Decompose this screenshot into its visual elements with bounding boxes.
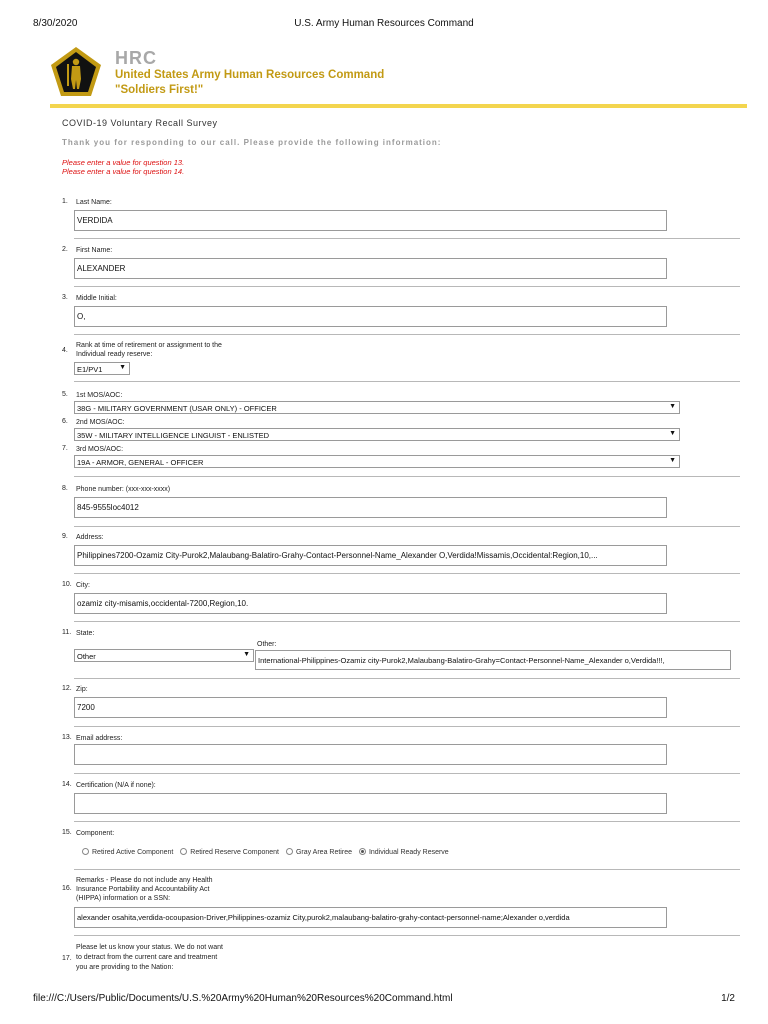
question-number: 17. bbox=[62, 955, 72, 962]
mos-2-select-value: 35W - MILITARY INTELLIGENCE LINGUIST - ENLISTED bbox=[77, 431, 269, 440]
question-number: 9. bbox=[62, 533, 68, 540]
question-label: Insurance Portability and Accountability Act bbox=[76, 886, 210, 893]
question-label: Rank at time of retirement or assignment to the bbox=[76, 342, 222, 349]
rank-select-value: E1/PV1 bbox=[77, 365, 103, 374]
question-label: 2nd MOS/AOC: bbox=[76, 419, 125, 426]
radio-label: Gray Area Retiree bbox=[295, 849, 352, 856]
radio-label: Retired Reserve Component bbox=[190, 849, 279, 856]
question-number: 15. bbox=[62, 829, 72, 836]
question-label: Zip: bbox=[76, 686, 88, 693]
chevron-down-icon: ▼ bbox=[669, 430, 676, 437]
radio-selected-icon bbox=[359, 848, 366, 855]
mos-2-select[interactable] bbox=[74, 428, 680, 441]
middle-initial-input[interactable]: O, bbox=[74, 306, 667, 327]
question-label: 3rd MOS/AOC: bbox=[76, 446, 124, 453]
radio-label: Retired Active Component bbox=[92, 849, 174, 856]
question-label: Please let us know your status. We do not want bbox=[76, 944, 223, 951]
print-date: 8/30/2020 bbox=[33, 18, 78, 29]
question-label: State: bbox=[76, 630, 95, 637]
question-label: Individual ready reserve: bbox=[76, 351, 153, 358]
hrc-logo-icon bbox=[50, 46, 102, 98]
zip-input[interactable]: 7200 bbox=[74, 697, 667, 718]
question-label: 1st MOS/AOC: bbox=[76, 392, 123, 399]
question-number: 1. bbox=[62, 198, 68, 205]
state-other-label: Other: bbox=[257, 641, 277, 648]
email-input[interactable] bbox=[74, 744, 667, 765]
state-select-value: Other bbox=[77, 652, 96, 661]
divider bbox=[74, 334, 740, 335]
divider bbox=[74, 526, 740, 527]
question-label: Component: bbox=[76, 830, 115, 837]
divider bbox=[74, 773, 740, 774]
question-number: 16. bbox=[62, 885, 72, 892]
certification-input[interactable] bbox=[74, 793, 667, 814]
print-file-path: file:///C:/Users/Public/Documents/U.S.%20Army%20Human%20Resources%20Command.html bbox=[33, 993, 453, 1004]
mos-3-select-value: 19A - ARMOR, GENERAL - OFFICER bbox=[77, 458, 204, 467]
divider bbox=[74, 678, 740, 679]
state-other-input[interactable]: International-Philippines-Ozamiz city-Purok2,Malaubang-Balatiro-Grahy=Contact-Personnel-Name_Alexander o,Verdida!!!, bbox=[255, 650, 731, 670]
radio-icon bbox=[180, 848, 187, 855]
site-org-name: United States Army Human Resources Command bbox=[115, 69, 385, 81]
radio-label: Individual Ready Reserve bbox=[368, 849, 449, 856]
divider bbox=[74, 286, 740, 287]
question-label: Remarks - Please do not include any Health bbox=[76, 877, 213, 884]
phone-input[interactable]: 845-9555loc4012 bbox=[74, 497, 667, 518]
mos-3-select[interactable] bbox=[74, 455, 680, 468]
question-label: you are providing to the Nation: bbox=[76, 964, 174, 971]
question-number: 13. bbox=[62, 734, 72, 741]
survey-title: COVID-19 Voluntary Recall Survey bbox=[62, 118, 218, 128]
question-number: 12. bbox=[62, 685, 72, 692]
question-label: (HIPPA) information or a SSN: bbox=[76, 895, 171, 902]
chevron-down-icon: ▼ bbox=[669, 403, 676, 410]
divider bbox=[74, 869, 740, 870]
city-input[interactable]: ozamiz city-misamis,occidental-7200,Region,10. bbox=[74, 593, 667, 614]
question-label: Phone number: (xxx-xxx-xxxx) bbox=[76, 486, 171, 493]
question-number: 10. bbox=[62, 581, 72, 588]
mos-1-select-value: 38G - MILITARY GOVERNMENT (USAR ONLY) - OFFICER bbox=[77, 404, 277, 413]
question-number: 7. bbox=[62, 445, 68, 452]
question-label: City: bbox=[76, 582, 90, 589]
divider bbox=[74, 476, 740, 477]
header-divider bbox=[50, 104, 747, 108]
question-number: 14. bbox=[62, 781, 72, 788]
question-number: 4. bbox=[62, 347, 68, 354]
divider bbox=[74, 238, 740, 239]
mos-1-select[interactable] bbox=[74, 401, 680, 414]
last-name-input[interactable]: VERDIDA bbox=[74, 210, 667, 231]
chevron-down-icon: ▼ bbox=[243, 651, 250, 658]
question-label: Middle Initial: bbox=[76, 295, 117, 302]
question-label: to detract from the current care and treatment bbox=[76, 954, 218, 961]
divider bbox=[74, 381, 740, 382]
radio-icon bbox=[82, 848, 89, 855]
radio-gray-area[interactable] bbox=[286, 848, 352, 856]
question-number: 3. bbox=[62, 294, 68, 301]
chevron-down-icon: ▼ bbox=[669, 457, 676, 464]
question-number: 6. bbox=[62, 418, 68, 425]
radio-icon bbox=[286, 848, 293, 855]
component-radio-group bbox=[82, 848, 454, 856]
error-message: Please enter a value for question 13. bbox=[62, 158, 185, 167]
print-footer bbox=[0, 993, 768, 1007]
divider bbox=[74, 621, 740, 622]
print-title: U.S. Army Human Resources Command bbox=[294, 18, 474, 29]
site-abbr: HRC bbox=[115, 48, 157, 68]
first-name-input[interactable]: ALEXANDER bbox=[74, 258, 667, 279]
question-number: 8. bbox=[62, 485, 68, 492]
question-number: 2. bbox=[62, 246, 68, 253]
radio-retired-active[interactable] bbox=[82, 848, 173, 856]
divider bbox=[74, 573, 740, 574]
site-motto: "Soldiers First!" bbox=[115, 84, 204, 96]
print-header bbox=[0, 18, 768, 32]
rank-select[interactable] bbox=[74, 362, 130, 375]
error-message: Please enter a value for question 14. bbox=[62, 167, 185, 176]
divider bbox=[74, 935, 740, 936]
question-label: First Name: bbox=[76, 247, 113, 254]
radio-individual-ready-reserve[interactable] bbox=[359, 848, 449, 856]
chevron-down-icon: ▼ bbox=[119, 364, 126, 371]
site-header bbox=[50, 44, 750, 104]
state-select[interactable] bbox=[74, 649, 254, 662]
remarks-input[interactable]: alexander osahita,verdida-ocoupasion-Driver,Philippines-ozamiz City,purok2,malaubang-balatiro-grahy-contact-personnel-name;Alexander o,verdida bbox=[74, 907, 667, 928]
address-input[interactable]: Philippines7200-Ozamiz City-Purok2,Malaubang-Balatiro-Grahy-Contact-Personnel-Name_Alexander O,Verdida!Missamis,Occidental:Region,10,... bbox=[74, 545, 667, 566]
question-number: 11. bbox=[62, 629, 72, 636]
radio-retired-reserve[interactable] bbox=[180, 848, 279, 856]
question-number: 5. bbox=[62, 391, 68, 398]
question-label: Last Name: bbox=[76, 199, 112, 206]
divider bbox=[74, 726, 740, 727]
survey-intro: Thank you for responding to our call. Please provide the following information: bbox=[62, 138, 442, 147]
question-label: Certification (N/A if none): bbox=[76, 782, 156, 789]
print-page-number: 1/2 bbox=[721, 993, 735, 1004]
question-label: Email address: bbox=[76, 735, 123, 742]
divider bbox=[74, 821, 740, 822]
question-label: Address: bbox=[76, 534, 104, 541]
